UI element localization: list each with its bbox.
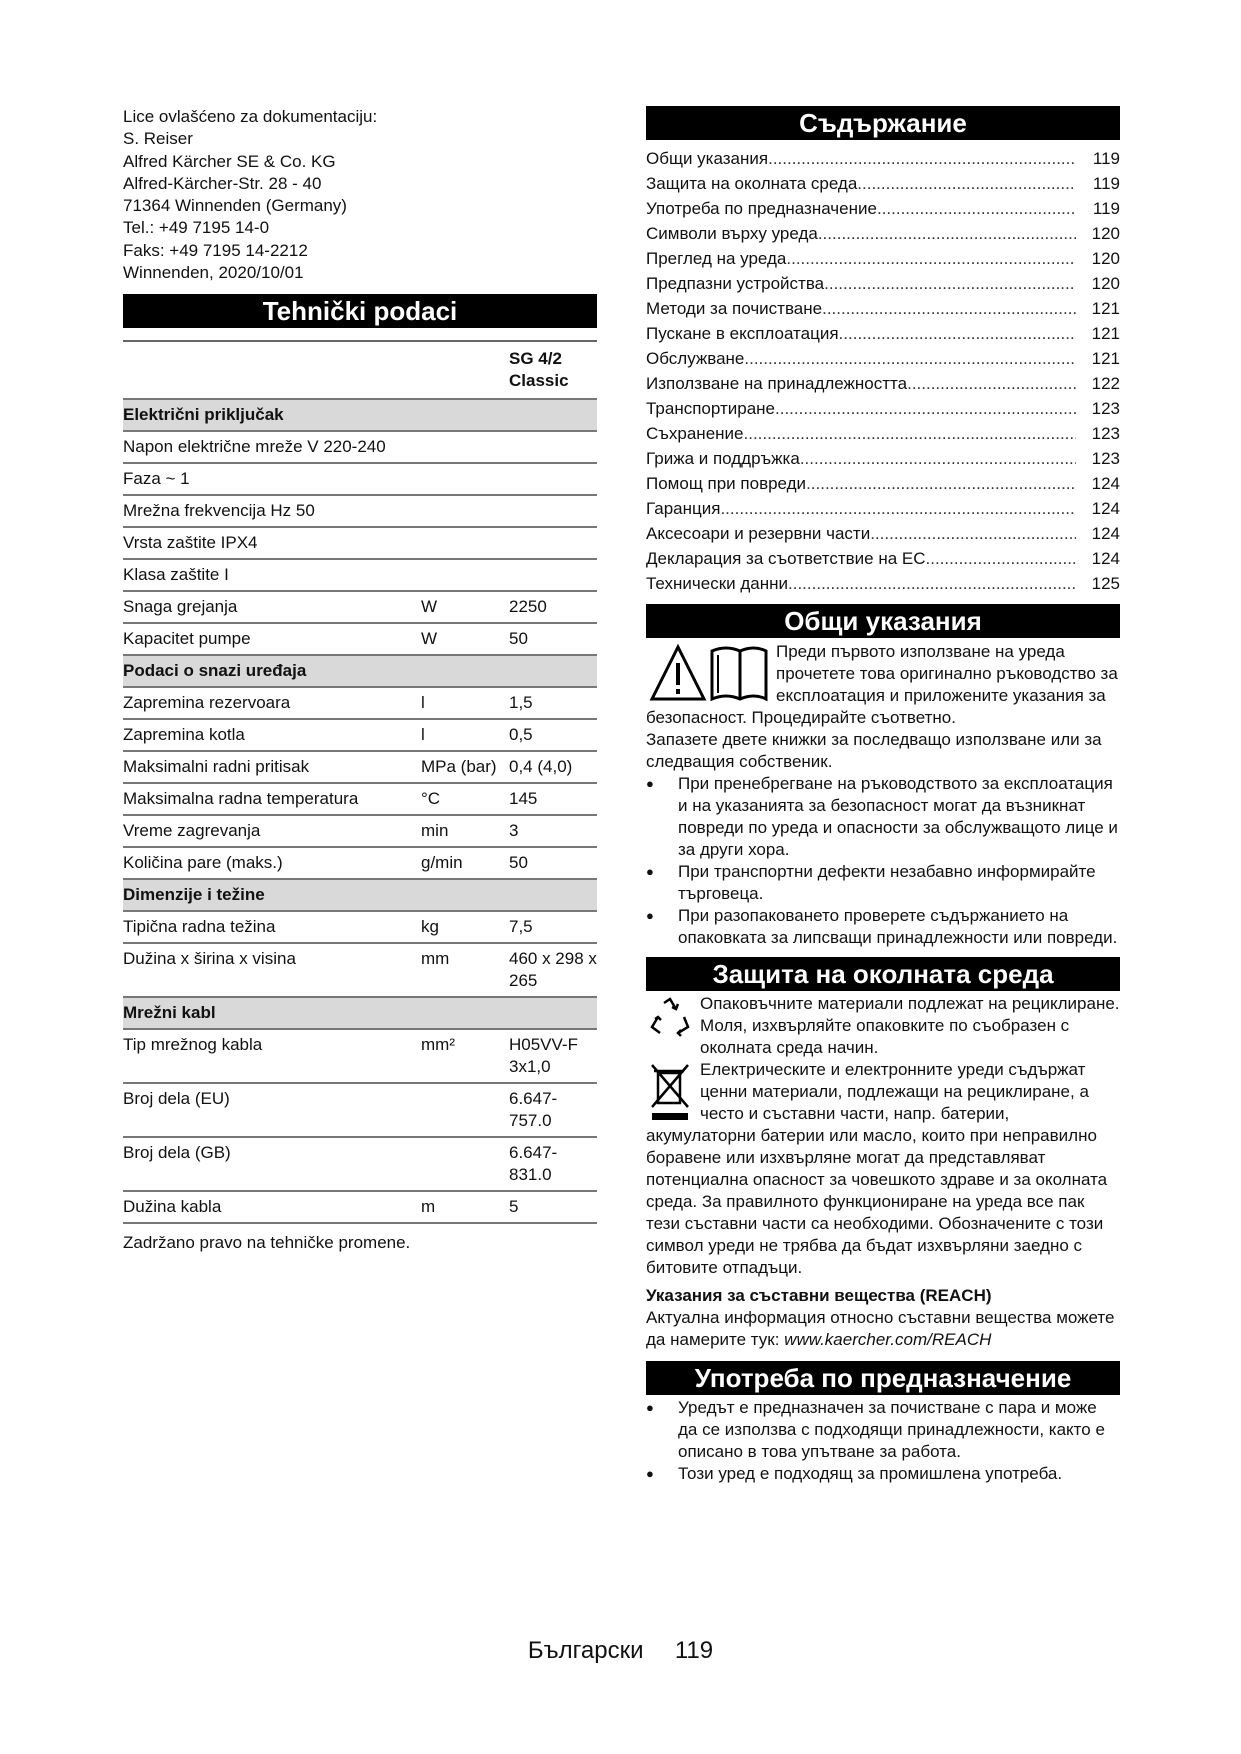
toc-entry-page: 123 xyxy=(1091,449,1120,468)
spec-value: 460 x 298 x 265 xyxy=(509,943,597,997)
spec-unit: l xyxy=(421,719,509,751)
general-heading: Общи указания xyxy=(646,604,1120,638)
toc-entry-page: 123 xyxy=(1091,424,1120,443)
toc-entry-page: 119 xyxy=(1092,149,1120,168)
toc-leader-dots xyxy=(720,496,1076,521)
toc-entry-page: 124 xyxy=(1091,549,1120,568)
spec-unit: kg xyxy=(421,911,509,943)
toc-entry[interactable] xyxy=(646,546,1120,571)
spec-unit: °C xyxy=(421,783,509,815)
toc-leader-dots xyxy=(775,396,1076,421)
spec-label: Količina pare (maks.) xyxy=(123,847,421,879)
spec-value xyxy=(509,463,597,495)
spec-row xyxy=(123,719,597,751)
spec-row xyxy=(123,783,597,815)
spec-row xyxy=(123,751,597,783)
spec-row xyxy=(123,463,597,495)
spec-value: 1,5 xyxy=(509,687,597,719)
toc-entry-page: 124 xyxy=(1091,499,1120,518)
toc-entry[interactable] xyxy=(646,571,1120,596)
toc-entry-page: 121 xyxy=(1091,299,1120,318)
spec-value: 50 xyxy=(509,847,597,879)
toc-entry-title: Предпазни устройства xyxy=(646,274,825,293)
spec-label: Zapremina kotla xyxy=(123,719,421,751)
toc-entry-page: 120 xyxy=(1091,224,1120,243)
spec-section-row xyxy=(123,879,597,911)
spec-unit: mm² xyxy=(421,1029,509,1083)
spec-label: Klasa zaštite I xyxy=(123,559,421,591)
toc-leader-dots xyxy=(824,271,1076,296)
reach-heading: Указания за съставни вещества (REACH) xyxy=(646,1286,992,1305)
general-bullet: ● При пренебрегване на ръководството за експлоатация и на указанията за безопасност могат да възникнат повреди по уреда и опасности за обслужващото лице и за други хора. xyxy=(646,773,1120,861)
toc-entry-title: Общи указания xyxy=(646,149,769,168)
toc-entry[interactable] xyxy=(646,521,1120,546)
toc-entry-title: Символи върху уреда xyxy=(646,224,818,243)
toc-leader-dots xyxy=(744,346,1076,371)
toc-entry[interactable] xyxy=(646,421,1120,446)
toc-leader-dots xyxy=(926,546,1076,571)
spec-row xyxy=(123,431,597,463)
env-recycle-block xyxy=(646,993,1120,1059)
toc-heading: Съдържание xyxy=(646,106,1120,140)
toc-entry-title: Гаранция xyxy=(646,499,721,518)
spec-unit xyxy=(421,559,509,591)
spec-label: Faza ~ 1 xyxy=(123,463,421,495)
use-bullet: ● Уредът е предназначен за почистване с пара и може да се използва с подходящи принадлежности, както е описано в това упътване за работа. xyxy=(646,1397,1120,1463)
spec-label: Vreme zagrevanja xyxy=(123,815,421,847)
authorized-line: S. Reiser xyxy=(123,129,193,149)
spec-value: 50 xyxy=(509,623,597,655)
toc-entry-page: 119 xyxy=(1092,174,1120,193)
spec-table xyxy=(123,340,597,1224)
toc-entry-page: 123 xyxy=(1091,399,1120,418)
spec-label: Mrežna frekvencija Hz 50 xyxy=(123,495,421,527)
toc-leader-dots xyxy=(822,296,1076,321)
spec-label: Tip mrežnog kabla xyxy=(123,1029,421,1083)
spec-value: 145 xyxy=(509,783,597,815)
spec-value xyxy=(509,431,597,463)
toc-list xyxy=(646,146,1120,596)
spec-label: Zapremina rezervoara xyxy=(123,687,421,719)
general-bullet: ● При разопаковането проверете съдържанието на опаковката за липсващи принадлежности или повреди. xyxy=(646,905,1120,949)
tech-data-heading: Tehnički podaci xyxy=(123,294,597,328)
toc-entry-title: Технически данни xyxy=(646,574,789,593)
spec-row xyxy=(123,591,597,623)
spec-label: Broj dela (EU) xyxy=(123,1083,421,1137)
spec-row xyxy=(123,527,597,559)
toc-leader-dots xyxy=(786,246,1076,271)
env-recycle-text: Опаковъчните материали подлежат на рециклиране. Моля, изхвърляйте опаковките по съобразен с околната среда начин. xyxy=(700,994,1120,1057)
spec-row xyxy=(123,847,597,879)
toc-entry[interactable] xyxy=(646,196,1120,221)
page-footer xyxy=(0,1637,1241,1664)
spec-label: Vrsta zaštite IPX4 xyxy=(123,527,421,559)
spec-section-row xyxy=(123,655,597,687)
spec-label: Broj dela (GB) xyxy=(123,1137,421,1191)
toc-entry-title: Транспортиране xyxy=(646,399,776,418)
spec-row xyxy=(123,1191,597,1223)
recycle-icon xyxy=(648,995,692,1039)
spec-value: 7,5 xyxy=(509,911,597,943)
toc-entry-title: Съхранение xyxy=(646,424,744,443)
toc-leader-dots xyxy=(857,171,1076,196)
authorized-line: Winnenden, 2020/10/01 xyxy=(123,263,304,283)
env-heading: Защита на околната среда xyxy=(646,957,1120,991)
toc-entry[interactable] xyxy=(646,396,1120,421)
spec-label: Kapacitet pumpe xyxy=(123,623,421,655)
spec-row xyxy=(123,815,597,847)
toc-entry-title: Методи за почистване xyxy=(646,299,823,318)
toc-entry[interactable] xyxy=(646,246,1120,271)
toc-entry[interactable] xyxy=(646,271,1120,296)
spec-section-label: Električni priključak xyxy=(123,399,597,431)
spec-section-row xyxy=(123,399,597,431)
spec-unit: W xyxy=(421,591,509,623)
spec-row xyxy=(123,687,597,719)
spec-value: 5 xyxy=(509,1191,597,1223)
footer-language: Български xyxy=(527,1637,644,1664)
spec-unit: MPa (bar) xyxy=(421,751,509,783)
spec-unit xyxy=(421,1083,509,1137)
toc-entry-title: Употреба по предназначение xyxy=(646,199,877,218)
spec-value: 2250 xyxy=(509,591,597,623)
spec-row xyxy=(123,911,597,943)
authorized-person-block xyxy=(123,106,597,284)
spec-value: 6.647-757.0 xyxy=(509,1083,597,1137)
toc-entry-page: 121 xyxy=(1091,349,1120,368)
manual-book-icon xyxy=(712,648,766,699)
authorized-line: Tel.: +49 7195 14-0 xyxy=(123,218,270,238)
use-heading: Употреба по предназначение xyxy=(646,1361,1120,1395)
toc-leader-dots xyxy=(800,446,1076,471)
spec-label: Napon električne mreže V 220-240 xyxy=(123,431,421,463)
authorized-line: Faks: +49 7195 14-2212 xyxy=(123,240,308,260)
toc-entry-title: Аксесоари и резервни части xyxy=(646,524,871,543)
toc-entry[interactable] xyxy=(646,296,1120,321)
reach-paragraph xyxy=(646,1307,1120,1351)
spec-value: 0,4 (4,0) xyxy=(509,751,597,783)
spec-unit: m xyxy=(421,1191,509,1223)
toc-entry-page: 120 xyxy=(1091,249,1120,268)
spec-unit: min xyxy=(421,815,509,847)
spec-unit xyxy=(421,463,509,495)
general-keep-text: Запазете двете книжки за последващо използване или за следващия собственик. xyxy=(646,730,1102,771)
use-bullet: ● Този уред е подходящ за промишлена употреба. xyxy=(646,1463,1120,1485)
right-column xyxy=(646,106,1120,1485)
authorized-line: Alfred-Kärcher-Str. 28 - 40 xyxy=(123,173,322,193)
authorized-line: Alfred Kärcher SE & Co. KG xyxy=(123,151,336,171)
spec-label: Snaga grejanja xyxy=(123,591,421,623)
toc-leader-dots xyxy=(806,471,1076,496)
spec-value xyxy=(509,559,597,591)
spec-header-row xyxy=(123,341,597,399)
env-weee-text: Електрическите и електронните уреди съдържат ценни материали, подлежащи на рециклиране, а често и съставни части, напр. батерии, акумулаторни батерии или масло, които при неправилно боравене или изхвърляне могат да представляват потенциална опасност за човешкото здраве и за околната среда. За правилното функциониране на уреда все пак тези съставни части са необходими. Обозначените с този символ уреди не трябва да бъдат изхвърляни заедно с битовите отпадъци. xyxy=(646,1060,1108,1277)
toc-leader-dots xyxy=(907,371,1076,396)
toc-entry[interactable] xyxy=(646,346,1120,371)
toc-leader-dots xyxy=(788,571,1076,596)
spec-row xyxy=(123,1137,597,1191)
toc-entry-page: 122 xyxy=(1091,374,1120,393)
toc-entry-page: 120 xyxy=(1091,274,1120,293)
spec-label: Maksimalni radni pritisak xyxy=(123,751,421,783)
general-intro-block xyxy=(646,641,1120,729)
crossed-bin-icon xyxy=(648,1061,692,1125)
toc-entry[interactable] xyxy=(646,171,1120,196)
toc-entry-title: Грижа и поддръжка xyxy=(646,449,800,468)
spec-row xyxy=(123,623,597,655)
toc-entry-page: 121 xyxy=(1091,324,1120,343)
toc-entry[interactable] xyxy=(646,471,1120,496)
spec-value xyxy=(509,495,597,527)
spec-row xyxy=(123,559,597,591)
toc-entry-title: Защита на околната среда xyxy=(646,174,858,193)
spec-value: 6.647-831.0 xyxy=(509,1137,597,1191)
spec-unit xyxy=(421,495,509,527)
spec-label: Dužina kabla xyxy=(123,1191,421,1223)
toc-entry-title: Пускане в експлоатация xyxy=(646,324,839,343)
toc-entry-title: Помощ при повреди xyxy=(646,474,807,493)
toc-entry[interactable] xyxy=(646,321,1120,346)
warning-triangle-icon xyxy=(646,641,770,705)
toc-leader-dots xyxy=(744,421,1077,446)
toc-entry[interactable] xyxy=(646,446,1120,471)
spec-unit: W xyxy=(421,623,509,655)
spec-section-row xyxy=(123,997,597,1029)
tech-change-note: Zadržano pravo na tehničke promene. xyxy=(123,1233,411,1253)
spec-unit xyxy=(421,1137,509,1191)
toc-entry[interactable] xyxy=(646,146,1120,171)
spec-section-label: Podaci o snazi uređaja xyxy=(123,655,597,687)
toc-entry-title: Декларация за съответствие на ЕС xyxy=(646,549,926,568)
toc-entry[interactable] xyxy=(646,371,1120,396)
spec-unit xyxy=(421,527,509,559)
model-label: SG 4/2 Classic xyxy=(509,341,597,399)
spec-value: H05VV-F 3x1,0 xyxy=(509,1029,597,1083)
toc-leader-dots xyxy=(877,196,1076,221)
toc-leader-dots xyxy=(768,146,1076,171)
spec-value: 0,5 xyxy=(509,719,597,751)
spec-row xyxy=(123,495,597,527)
toc-leader-dots xyxy=(839,321,1076,346)
spec-unit xyxy=(421,431,509,463)
toc-entry-page: 119 xyxy=(1092,199,1120,218)
toc-entry-title: Обслужване xyxy=(646,349,745,368)
spec-label: Dužina x širina x visina xyxy=(123,943,421,997)
env-weee-block xyxy=(646,1059,1120,1279)
reach-link[interactable]: www.kaercher.com/REACH xyxy=(784,1330,992,1349)
left-column xyxy=(123,106,597,1254)
toc-entry-title: Преглед на уреда xyxy=(646,249,787,268)
spec-unit: mm xyxy=(421,943,509,997)
toc-entry-title: Използване на принадлежността xyxy=(646,374,908,393)
toc-entry-page: 124 xyxy=(1091,524,1120,543)
authorized-line: 71364 Winnenden (Germany) xyxy=(123,196,347,216)
general-intro-text: Преди първото използване на уреда прочетете това оригинално ръководство за експлоатация и приложените указания за безопасност. Процедирайте съответно. xyxy=(646,642,1118,727)
toc-entry[interactable] xyxy=(646,496,1120,521)
spec-label: Maksimalna radna temperatura xyxy=(123,783,421,815)
spec-label: Tipična radna težina xyxy=(123,911,421,943)
toc-leader-dots xyxy=(870,521,1076,546)
spec-row xyxy=(123,943,597,997)
toc-leader-dots xyxy=(818,221,1076,246)
spec-unit: l xyxy=(421,687,509,719)
spec-section-label: Dimenzije i težine xyxy=(123,879,597,911)
spec-unit: g/min xyxy=(421,847,509,879)
toc-entry-page: 124 xyxy=(1091,474,1120,493)
spec-value: 3 xyxy=(509,815,597,847)
reach-text: Актуална информация относно съставни вещества можете да намерите тук: xyxy=(646,1308,1115,1349)
spec-row xyxy=(123,1029,597,1083)
authorized-line: Lice ovlašćeno za dokumentaciju: xyxy=(123,107,378,126)
spec-row xyxy=(123,1083,597,1137)
spec-section-label: Mrežni kabl xyxy=(123,997,597,1029)
general-bullet: ● При транспортни дефекти незабавно информирайте търговеца. xyxy=(646,861,1120,905)
toc-entry[interactable] xyxy=(646,221,1120,246)
toc-entry-page: 125 xyxy=(1091,574,1120,593)
footer-page-number: 119 xyxy=(674,1637,714,1664)
spec-value xyxy=(509,527,597,559)
